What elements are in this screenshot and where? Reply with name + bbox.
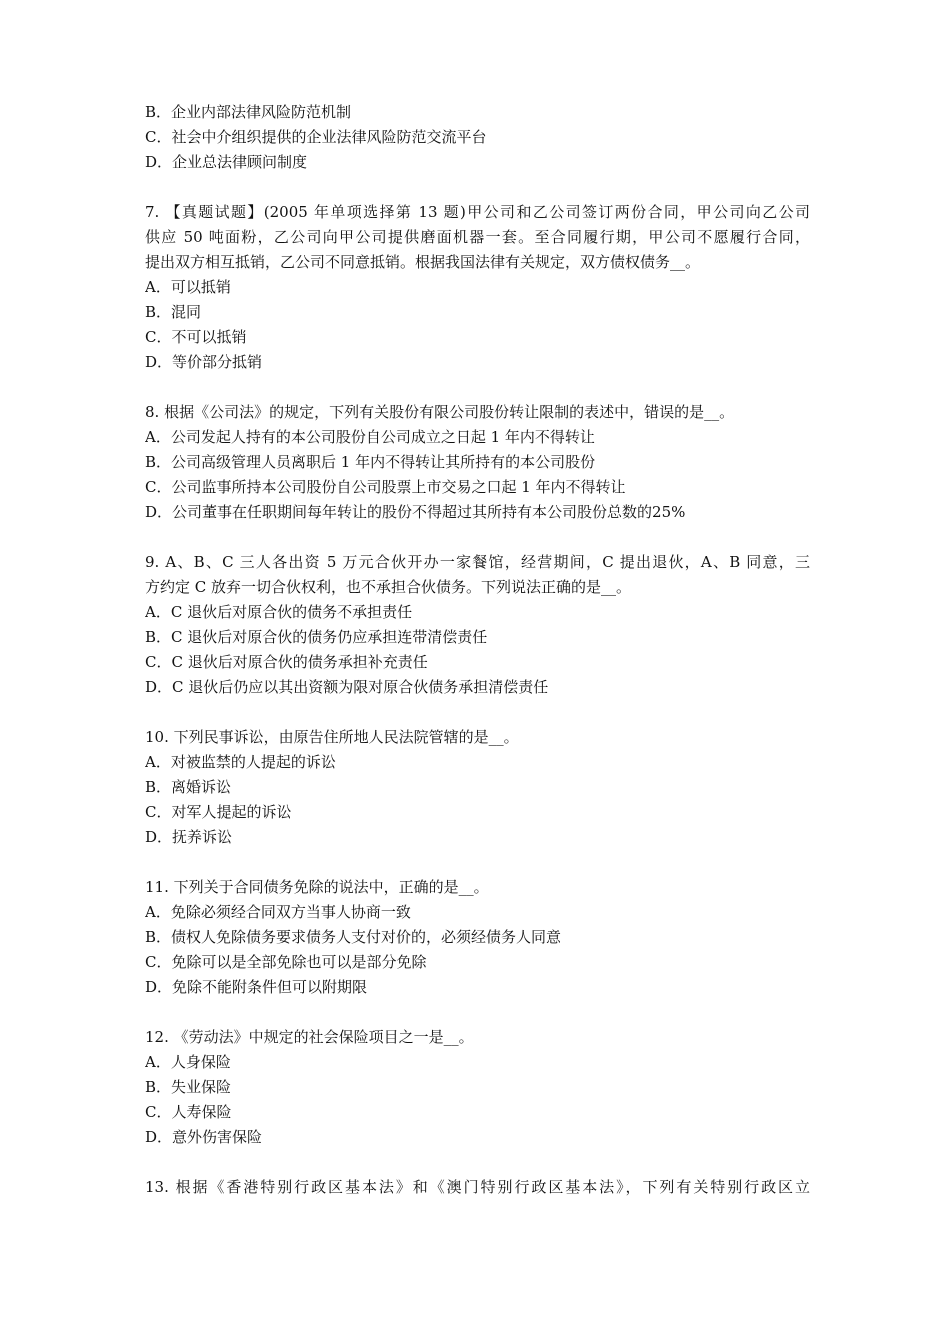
option-line: C．C 退伙后对原合伙的债务承担补充责任 xyxy=(145,653,428,671)
option-line: C．对军人提起的诉讼 xyxy=(145,803,292,821)
option-line: B．混同 xyxy=(145,303,202,321)
question-11 xyxy=(145,875,810,1000)
spacer xyxy=(145,1000,810,1025)
question-stem-line: 9. A、B、C 三人各出资 5 万元合伙开办一家餐馆，经营期间，C 提出退伙，A、B 同意，三 xyxy=(145,553,810,571)
option-line: A．人身保险 xyxy=(145,1053,231,1071)
option-line: A．公司发起人持有的本公司股份自公司成立之日起 1 年内不得转让 xyxy=(145,428,595,446)
question-stem-line: 方约定 C 放弃一切合伙权利，也不承担合伙债务。下列说法正确的是__。 xyxy=(145,578,632,596)
document-page xyxy=(145,100,810,1200)
spacer xyxy=(145,175,810,200)
question-stem-line: 7. 【真题试题】(2005 年单项选择第 13 题)甲公司和乙公司签订两份合同，甲公司向乙公司 xyxy=(145,203,810,221)
option-line: B．失业保险 xyxy=(145,1078,232,1096)
option-line: B．债权人免除债务要求债务人支付对价的，必须经债务人同意 xyxy=(145,928,562,946)
option-line: A．对被监禁的人提起的诉讼 xyxy=(145,753,336,771)
question-10 xyxy=(145,725,810,850)
option-line: C．不可以抵销 xyxy=(145,328,247,346)
previous-question-options xyxy=(145,100,810,175)
option-line: A．免除必须经合同双方当事人协商一致 xyxy=(145,903,411,921)
question-stem-line: 12. 《劳动法》中规定的社会保险项目之一是__。 xyxy=(145,1028,474,1046)
option-line: D．免除不能附条件但可以附期限 xyxy=(145,978,368,996)
spacer xyxy=(145,375,810,400)
spacer xyxy=(145,700,810,725)
option-line: D．公司董事在任职期间每年转让的股份不得超过其所持有本公司股份总数的25% xyxy=(145,503,686,521)
question-stem-line: 11. 下列关于合同债务免除的说法中，正确的是__。 xyxy=(145,878,489,896)
option-line: C．人寿保险 xyxy=(145,1103,232,1121)
question-stem-line: 提出双方相互抵销，乙公司不同意抵销。根据我国法律有关规定，双方债权债务__。 xyxy=(145,253,701,271)
option-line: B．企业内部法律风险防范机制 xyxy=(145,103,352,121)
spacer xyxy=(145,1150,810,1175)
option-line: B．离婚诉讼 xyxy=(145,778,232,796)
question-stem-line: 10. 下列民事诉讼，由原告住所地人民法院管辖的是__。 xyxy=(145,728,519,746)
option-line: A．可以抵销 xyxy=(145,278,231,296)
option-line: D．意外伤害保险 xyxy=(145,1128,263,1146)
option-line: B．公司高级管理人员离职后 1 年内不得转让其所持有的本公司股份 xyxy=(145,453,596,471)
question-13 xyxy=(145,1175,810,1200)
option-line: D．C 退伙后仍应以其出资额为限对原合伙债务承担清偿责任 xyxy=(145,678,549,696)
spacer xyxy=(145,850,810,875)
question-7 xyxy=(145,200,810,375)
option-line: C．社会中介组织提供的企业法律风险防范交流平台 xyxy=(145,128,487,146)
option-line: D．企业总法律顾问制度 xyxy=(145,153,308,171)
question-12 xyxy=(145,1025,810,1150)
question-9 xyxy=(145,550,810,700)
option-line: C．公司监事所持本公司股份自公司股票上市交易之口起 1 年内不得转让 xyxy=(145,478,626,496)
question-stem-line: 8. 根据《公司法》的规定，下列有关股份有限公司股份转让限制的表述中，错误的是__。 xyxy=(145,403,735,421)
question-stem-line: 13. 根据《香港特别行政区基本法》和《澳门特别行政区基本法》，下列有关特别行政区立 xyxy=(145,1178,810,1196)
option-line: B．C 退伙后对原合伙的债务仍应承担连带清偿责任 xyxy=(145,628,488,646)
question-8 xyxy=(145,400,810,525)
option-line: C．免除可以是全部免除也可以是部分免除 xyxy=(145,953,427,971)
option-line: D．抚养诉讼 xyxy=(145,828,233,846)
spacer xyxy=(145,525,810,550)
option-line: D．等价部分抵销 xyxy=(145,353,263,371)
question-stem-line: 供应 50 吨面粉，乙公司向甲公司提供磨面机器一套。至合同履行期，甲公司不愿履行合同， xyxy=(145,228,810,246)
option-line: A．C 退伙后对原合伙的债务不承担责任 xyxy=(145,603,413,621)
